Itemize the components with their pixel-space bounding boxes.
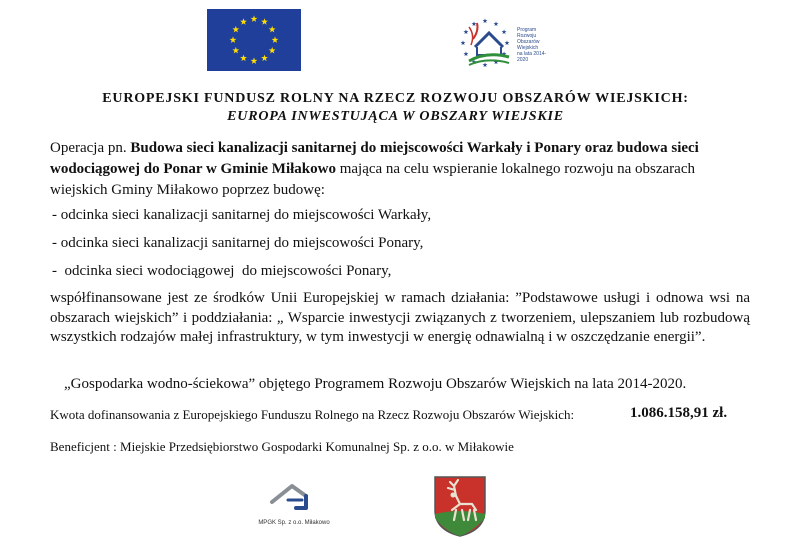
beneficiary-line: Beneficjent : Miejskie Przedsiębiorstwo Gospodarki Komunalnej Sp. z o.o. w Miłakowie — [50, 439, 514, 454]
prow-text-line: Rozwoju — [517, 33, 537, 39]
house-pipe-icon — [246, 478, 342, 520]
mpgk-logo — [246, 478, 342, 533]
prow-logo-text — [517, 27, 553, 63]
prow-text-line: Wiejskich — [517, 45, 539, 51]
prow-emblem-icon — [455, 17, 517, 69]
intro-suffix: mająca na celu wspieranie lokalnego rozwoju na obszarach wiejskich Gminy Miłakowo poprzez budowę: — [50, 161, 695, 198]
prow-star-icon — [502, 29, 507, 34]
prow-star-icon — [461, 40, 466, 45]
page-subtitle: EUROPA INWESTUJĄCA W OBSZARY WIEJSKIE — [227, 109, 564, 124]
deer-crest-icon — [432, 474, 488, 538]
prow-star-icon — [494, 21, 499, 26]
funding-amount-value: 1.086.158,91 zł. — [630, 405, 728, 421]
operation-name: Budowa sieci kanalizacji sanitarnej do miejscowości Warkały i Ponary oraz budowa sieci wodociągowej do Ponar w Gminie Miłakowo — [50, 140, 699, 177]
prow-star-icon — [463, 29, 468, 34]
prow-text-line: Program — [517, 27, 537, 33]
prow-text-line: na lata 2014-2020 — [517, 51, 547, 63]
prow-star-icon — [463, 51, 468, 56]
funding-amount-label: Kwota dofinansowania z Europejskiego Funduszu Rolnego na Rzecz Rozwoju Obszarów Wiejskich: — [50, 407, 575, 422]
eu-flag-logo — [207, 9, 301, 71]
cofinance-paragraph: współfinansowane jest ze środków Unii Europejskiej w ramach działania: ”Podstawowe usługi i odnowa wsi na obszarach wiejskich” i poddziałania: „ Wsparcie inwestycji związanych z tworzeniem, ulepszaniem lub rozbudową wszystkich rodzajów małej infrastruktury, w tym inwestycji w energię odnawialną i w oszczędzanie energii”. — [50, 290, 750, 345]
mpgk-caption: MPGK Sp. z o.o. Miłakowo — [258, 520, 330, 526]
milakowo-coat-of-arms — [432, 474, 488, 538]
list-item: - odcinka sieci kanalizacji sanitarnej do miejscowości Warkały, — [52, 207, 432, 223]
list-item: - odcinka sieci kanalizacji sanitarnej do miejscowości Ponary, — [52, 235, 424, 251]
prow-star-icon — [483, 18, 488, 23]
eu-stars-icon — [207, 9, 301, 71]
prow-star-icon — [472, 21, 477, 26]
prow-text-line: Obszarów — [517, 39, 540, 45]
prow-star-icon — [505, 40, 510, 45]
prow-2014-2020-logo — [455, 17, 553, 69]
intro-paragraph — [50, 138, 750, 201]
programme-line: „Gospodarka wodno-ściekowa” objętego Programem Rozwoju Obszarów Wiejskich na lata 2014-2020. — [64, 376, 687, 392]
page-title: EUROPEJSKI FUNDUSZ ROLNY NA RZECZ ROZWOJU OBSZARÓW WIEJSKICH: — [102, 91, 689, 106]
list-item: - odcinka sieci wodociągowej do miejscowości Ponary, — [52, 263, 392, 279]
prow-star-icon — [483, 62, 488, 67]
intro-prefix: Operacja pn. — [50, 140, 131, 156]
